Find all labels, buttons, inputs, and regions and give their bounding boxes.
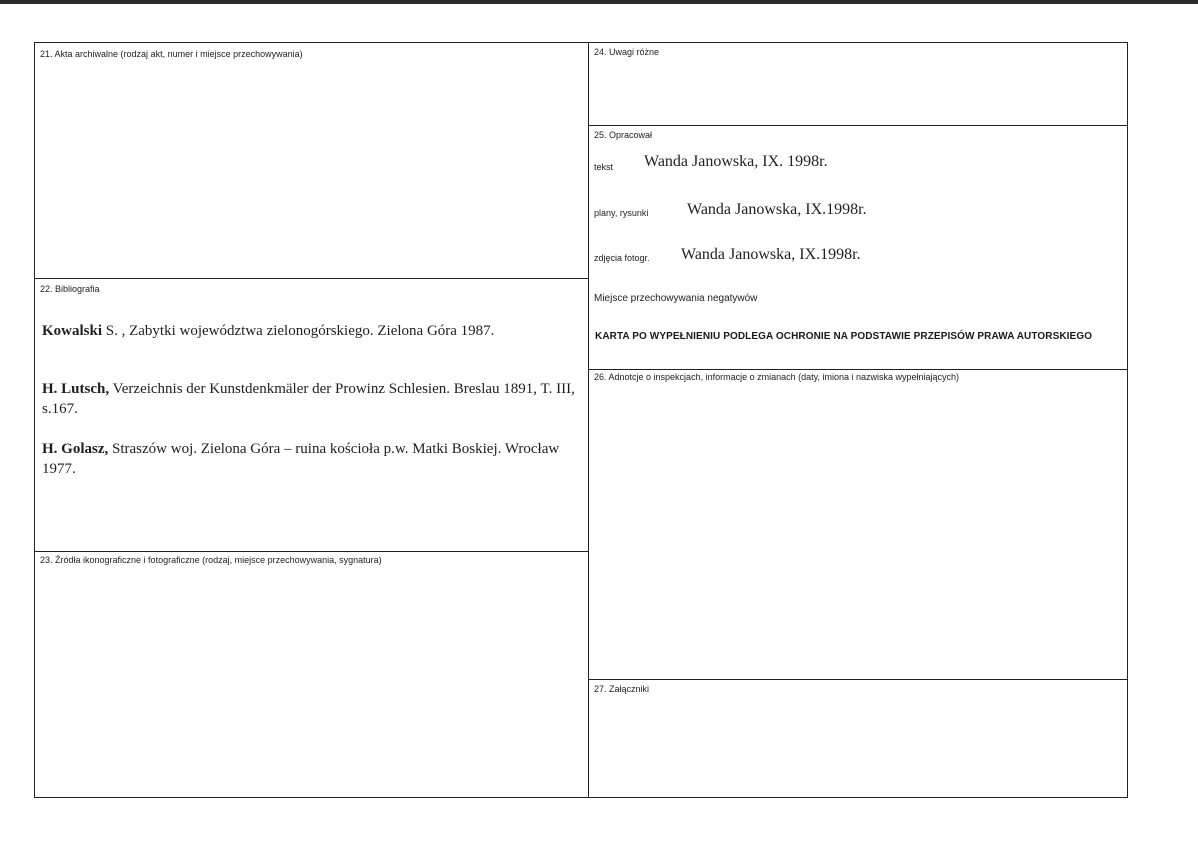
tekst-value: Wanda Janowska, IX. 1998r. <box>644 153 828 170</box>
section-26-label: 26. Adnotcje o inspekcjach, informacje o zmianach (daty, imiona i nazwiska wypełniających) <box>594 372 960 382</box>
column-divider <box>588 43 589 798</box>
bibliography-author: H. Lutsch, <box>42 381 110 397</box>
zdjecia-label: zdjęcia fotogr. <box>594 253 650 263</box>
plany-label: plany, rysunki <box>594 208 649 218</box>
section-25-label: 25. Opracował <box>594 130 653 140</box>
negatives-location-label: Miejsce przechowywania negatywów <box>594 293 758 304</box>
bibliography-author: H. Golasz, <box>42 441 109 457</box>
copyright-notice: KARTA PO WYPEŁNIENIU PODLEGA OCHRONIE NA PODSTAWIE PRZEPISÓW PRAWA AUTORSKIEGO <box>595 331 1093 342</box>
section-27-label: 27. Załączniki <box>594 684 650 694</box>
bibliography-author: Kowalski <box>42 323 103 339</box>
section-21-label: 21. Akta archiwalne (rodzaj akt, numer i miejsce przechowywania) <box>40 49 303 59</box>
zdjecia-value: Wanda Janowska, IX.1998r. <box>681 246 861 263</box>
bibliography-entry <box>42 321 582 341</box>
bibliography-text: Verzeichnis der Kunstdenkmäler der Prowinz Schlesien. Breslau 1891, T. III, s.167. <box>42 381 575 417</box>
plany-value: Wanda Janowska, IX.1998r. <box>687 201 867 218</box>
section-22-label: 22. Bibliografia <box>40 284 100 294</box>
bibliography-text: Straszów woj. Zielona Góra – ruina kościoła p.w. Matki Boskiej. Wrocław 1977. <box>42 441 560 477</box>
divider-21-22 <box>35 278 588 279</box>
divider-22-23 <box>35 551 588 552</box>
tekst-label: tekst <box>594 162 614 172</box>
bibliography-entry <box>42 379 582 419</box>
divider-24-25 <box>589 125 1128 126</box>
bibliography-text: S. , Zabytki województwa zielonogórskiego. Zielona Góra 1987. <box>102 323 495 339</box>
scan-top-edge <box>0 0 1198 4</box>
divider-25-26 <box>589 369 1128 370</box>
bibliography-entry <box>42 439 582 479</box>
section-24-label: 24. Uwagi różne <box>594 47 660 57</box>
divider-26-27 <box>589 679 1128 680</box>
record-card-sheet <box>34 42 1128 798</box>
section-23-label: 23. Źródła ikonograficzne i fotograficzne (rodzaj, miejsce przechowywania, sygnatura) <box>40 555 382 565</box>
